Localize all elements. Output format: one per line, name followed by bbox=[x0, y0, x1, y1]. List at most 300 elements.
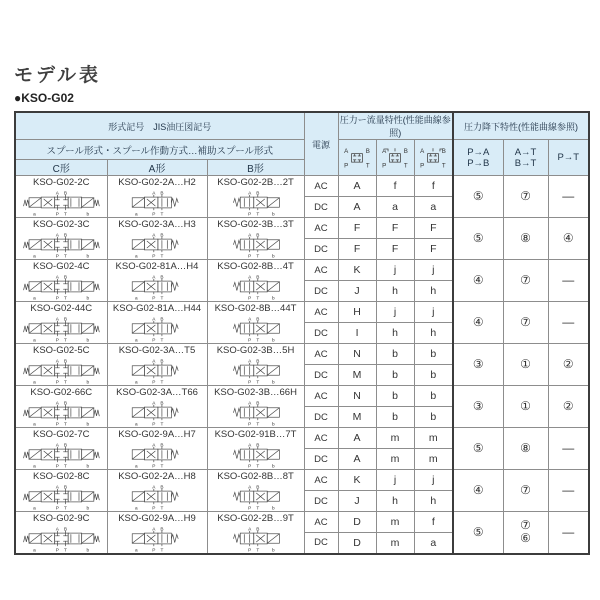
flow-value-cell: j bbox=[376, 302, 414, 323]
valve-symbol-c-form-icon bbox=[16, 441, 107, 468]
power-cell-dc: DC bbox=[304, 365, 338, 386]
model-number: KSO-G02-3A…H3 bbox=[118, 219, 196, 230]
svg-text:A: A bbox=[152, 401, 156, 407]
header-col-c-form: C形 bbox=[15, 160, 107, 176]
valve-symbol-a-form-icon bbox=[108, 273, 207, 300]
pressure-drop-cell bbox=[503, 302, 548, 344]
svg-text:B: B bbox=[442, 147, 447, 155]
svg-text:b: b bbox=[272, 548, 276, 552]
drop-curve-number: ④ bbox=[562, 231, 574, 245]
drop-curve-number: ⑤ bbox=[472, 189, 484, 203]
svg-text:b: b bbox=[272, 464, 276, 468]
flow-value-cell: j bbox=[414, 302, 453, 323]
flow-value-cell: j bbox=[376, 260, 414, 281]
svg-text:P: P bbox=[382, 162, 387, 170]
drop-curve-number: ② bbox=[562, 399, 574, 413]
model-cell-c-form bbox=[15, 176, 107, 218]
model-number: KSO-G02-9A…H7 bbox=[118, 429, 196, 440]
header-drop-title: 圧力降下特性(性能曲線参照) bbox=[453, 112, 589, 140]
svg-text:B: B bbox=[256, 191, 260, 197]
model-number: KSO-G02-2B…9T bbox=[217, 513, 294, 524]
flow-value-cell: h bbox=[414, 281, 453, 302]
valve-symbol-c-form-icon bbox=[16, 315, 107, 342]
svg-text:a: a bbox=[135, 506, 139, 510]
pressure-drop-cell bbox=[453, 260, 503, 302]
svg-text:A: A bbox=[248, 485, 252, 491]
svg-text:P: P bbox=[248, 296, 252, 300]
header-spool-type: スプール形式・スプール作動方式…補助スプール形式 bbox=[15, 140, 304, 160]
valve-symbol-c-form-icon bbox=[16, 273, 107, 300]
drop-curve-number: ⑦ bbox=[520, 315, 531, 329]
svg-text:P: P bbox=[248, 380, 252, 384]
flow-value-cell: N bbox=[338, 344, 376, 365]
pressure-drop-cell bbox=[453, 512, 503, 554]
svg-text:b: b bbox=[86, 548, 89, 552]
power-cell-ac: AC bbox=[304, 470, 338, 491]
model-cell-b-form bbox=[207, 470, 304, 512]
flow-value-cell: A bbox=[338, 176, 376, 197]
power-cell-dc: DC bbox=[304, 281, 338, 302]
svg-text:T: T bbox=[63, 380, 67, 384]
model-cell-b-form bbox=[207, 176, 304, 218]
pressure-drop-cell bbox=[548, 302, 589, 344]
svg-text:P: P bbox=[248, 422, 252, 426]
model-number: KSO-G02-2A…H2 bbox=[118, 177, 196, 188]
flow-value-cell: h bbox=[376, 281, 414, 302]
flow-symbol-1-icon bbox=[338, 140, 376, 176]
valve-symbol-b-form-icon bbox=[208, 357, 304, 384]
svg-text:A: A bbox=[55, 401, 59, 407]
svg-text:A: A bbox=[152, 443, 156, 449]
svg-text:T: T bbox=[256, 548, 260, 552]
model-number: KSO-G02-9C bbox=[33, 513, 90, 524]
valve-symbol-c-form-icon bbox=[16, 483, 107, 510]
svg-text:A: A bbox=[344, 147, 349, 155]
svg-text:T: T bbox=[256, 212, 260, 216]
model-cell-a-form bbox=[107, 344, 207, 386]
svg-text:P: P bbox=[420, 162, 425, 170]
drop-curve-number: ④ bbox=[472, 273, 484, 287]
model-number: KSO-G02-2A…H8 bbox=[118, 471, 196, 482]
svg-text:b: b bbox=[86, 338, 89, 342]
svg-text:b: b bbox=[272, 254, 276, 258]
power-cell-dc: DC bbox=[304, 491, 338, 512]
flow-value-cell: j bbox=[414, 470, 453, 491]
model-number: KSO-G02-3B…66H bbox=[214, 387, 297, 398]
valve-symbol-b-form-icon bbox=[208, 441, 304, 468]
svg-text:T: T bbox=[63, 422, 67, 426]
svg-text:A: A bbox=[382, 147, 387, 155]
svg-text:B: B bbox=[256, 485, 260, 491]
model-cell-c-form bbox=[15, 218, 107, 260]
svg-text:P: P bbox=[248, 548, 252, 552]
valve-symbol-c-form-icon bbox=[16, 399, 107, 426]
svg-text:P: P bbox=[248, 338, 252, 342]
svg-text:T: T bbox=[256, 296, 260, 300]
svg-text:T: T bbox=[160, 338, 164, 342]
svg-text:a: a bbox=[32, 296, 36, 300]
svg-text:A: A bbox=[55, 485, 59, 491]
pressure-drop-cell bbox=[453, 428, 503, 470]
pressure-drop-cell bbox=[548, 428, 589, 470]
valve-symbol-a-form-icon bbox=[108, 399, 207, 426]
svg-text:A: A bbox=[248, 443, 252, 449]
pressure-drop-cell bbox=[503, 512, 548, 554]
svg-text:B: B bbox=[63, 359, 67, 365]
model-number: KSO-G02-8B…44T bbox=[214, 303, 297, 314]
flow-value-cell: b bbox=[414, 386, 453, 407]
flow-value-cell: A bbox=[338, 428, 376, 449]
svg-text:T: T bbox=[256, 464, 260, 468]
power-cell-dc: DC bbox=[304, 533, 338, 554]
pressure-drop-cell bbox=[503, 428, 548, 470]
flow-value-cell: h bbox=[414, 491, 453, 512]
svg-text:a: a bbox=[135, 464, 139, 468]
model-number: KSO-G02-3A…T5 bbox=[118, 345, 196, 356]
svg-text:P: P bbox=[248, 254, 252, 258]
svg-text:A: A bbox=[55, 275, 59, 281]
flow-value-cell: a bbox=[414, 197, 453, 218]
valve-symbol-a-form-icon bbox=[108, 189, 207, 216]
flow-value-cell: b bbox=[376, 365, 414, 386]
svg-text:B: B bbox=[63, 443, 67, 449]
svg-text:B: B bbox=[256, 317, 260, 323]
flow-value-cell: D bbox=[338, 533, 376, 554]
svg-text:a: a bbox=[135, 380, 139, 384]
svg-text:T: T bbox=[160, 296, 164, 300]
valve-symbol-c-form-icon bbox=[16, 231, 107, 258]
drop-curve-number: — bbox=[562, 315, 575, 329]
svg-text:B: B bbox=[160, 401, 164, 407]
svg-text:a: a bbox=[32, 506, 36, 510]
pressure-drop-cell bbox=[503, 344, 548, 386]
svg-text:B: B bbox=[63, 485, 67, 491]
pressure-drop-cell bbox=[548, 218, 589, 260]
flow-value-cell: J bbox=[338, 491, 376, 512]
model-cell-b-form bbox=[207, 386, 304, 428]
svg-text:T: T bbox=[160, 506, 164, 510]
drop-curve-number: ⑤ bbox=[472, 441, 484, 455]
flow-value-cell: F bbox=[338, 239, 376, 260]
svg-text:B: B bbox=[160, 527, 164, 533]
svg-text:A: A bbox=[152, 233, 156, 239]
svg-text:T: T bbox=[63, 506, 67, 510]
flow-value-cell: m bbox=[414, 449, 453, 470]
drop-curve-number: ③ bbox=[472, 357, 484, 371]
svg-text:B: B bbox=[256, 443, 260, 449]
svg-text:a: a bbox=[32, 380, 36, 384]
svg-text:P: P bbox=[55, 212, 59, 216]
model-number: KSO-G02-8B…4T bbox=[217, 261, 294, 272]
svg-text:P: P bbox=[152, 422, 156, 426]
power-cell-ac: AC bbox=[304, 218, 338, 239]
svg-text:T: T bbox=[160, 548, 164, 552]
header-power: 電源 bbox=[304, 112, 338, 176]
flow-value-cell: D bbox=[338, 512, 376, 533]
flow-value-cell: H bbox=[338, 302, 376, 323]
power-cell-ac: AC bbox=[304, 302, 338, 323]
power-cell-ac: AC bbox=[304, 428, 338, 449]
flow-value-cell: h bbox=[376, 323, 414, 344]
svg-text:A: A bbox=[55, 527, 59, 533]
model-number: KSO-G02-81A…H4 bbox=[115, 261, 199, 272]
svg-text:T: T bbox=[160, 254, 164, 258]
pressure-drop-cell bbox=[453, 470, 503, 512]
model-cell-a-form bbox=[107, 260, 207, 302]
model-cell-c-form bbox=[15, 260, 107, 302]
svg-text:A: A bbox=[248, 317, 252, 323]
pressure-drop-cell bbox=[548, 512, 589, 554]
valve-symbol-a-form-icon bbox=[108, 525, 207, 552]
svg-text:B: B bbox=[160, 485, 164, 491]
pressure-drop-cell bbox=[453, 344, 503, 386]
svg-text:A: A bbox=[248, 275, 252, 281]
flow-value-cell: j bbox=[414, 260, 453, 281]
flow-value-cell: F bbox=[338, 218, 376, 239]
flow-value-cell: j bbox=[376, 470, 414, 491]
flow-value-cell: m bbox=[376, 512, 414, 533]
page-title: モデル表 bbox=[14, 65, 102, 86]
drop-curve-number: ⑦ bbox=[520, 518, 531, 533]
drop-curve-number: — bbox=[562, 273, 575, 287]
svg-text:T: T bbox=[63, 254, 67, 258]
svg-text:b: b bbox=[86, 506, 89, 510]
svg-text:a: a bbox=[135, 212, 139, 216]
flow-value-cell: h bbox=[376, 491, 414, 512]
pressure-drop-cell bbox=[453, 218, 503, 260]
product-code: ●KSO-G02 bbox=[14, 91, 74, 105]
svg-text:P: P bbox=[248, 464, 252, 468]
flow-value-cell: I bbox=[338, 323, 376, 344]
header-drop-col-1: P→A P→B bbox=[453, 140, 503, 176]
svg-text:A: A bbox=[152, 317, 156, 323]
drop-curve-number: ③ bbox=[472, 399, 484, 413]
svg-text:P: P bbox=[248, 212, 252, 216]
pressure-drop-cell bbox=[548, 260, 589, 302]
svg-text:b: b bbox=[272, 212, 276, 216]
svg-text:B: B bbox=[256, 275, 260, 281]
svg-text:a: a bbox=[135, 296, 139, 300]
svg-text:A: A bbox=[55, 359, 59, 365]
valve-symbol-a-form-icon bbox=[108, 231, 207, 258]
power-cell-dc: DC bbox=[304, 197, 338, 218]
svg-text:a: a bbox=[32, 422, 36, 426]
flow-value-cell: F bbox=[376, 218, 414, 239]
model-number: KSO-G02-3A…T66 bbox=[116, 387, 198, 398]
svg-text:B: B bbox=[256, 401, 260, 407]
svg-text:P: P bbox=[55, 380, 59, 384]
svg-text:b: b bbox=[86, 464, 89, 468]
power-cell-dc: DC bbox=[304, 407, 338, 428]
svg-text:T: T bbox=[256, 506, 260, 510]
svg-text:T: T bbox=[256, 422, 260, 426]
model-cell-b-form bbox=[207, 302, 304, 344]
model-cell-a-form bbox=[107, 176, 207, 218]
svg-text:T: T bbox=[160, 212, 164, 216]
model-cell-c-form bbox=[15, 386, 107, 428]
svg-text:T: T bbox=[160, 422, 164, 426]
drop-curve-number: — bbox=[562, 189, 575, 203]
svg-text:P: P bbox=[55, 506, 59, 510]
svg-text:b: b bbox=[86, 212, 89, 216]
power-cell-ac: AC bbox=[304, 260, 338, 281]
valve-symbol-a-form-icon bbox=[108, 441, 207, 468]
model-number: KSO-G02-2B…2T bbox=[217, 177, 294, 188]
svg-text:A: A bbox=[420, 147, 425, 155]
svg-text:B: B bbox=[63, 275, 67, 281]
header-col-b-form: B形 bbox=[207, 160, 304, 176]
svg-text:B: B bbox=[160, 317, 164, 323]
flow-value-cell: N bbox=[338, 386, 376, 407]
flow-value-cell: F bbox=[414, 218, 453, 239]
svg-text:T: T bbox=[256, 254, 260, 258]
pressure-drop-cell bbox=[503, 260, 548, 302]
model-cell-a-form bbox=[107, 302, 207, 344]
model-cell-a-form bbox=[107, 428, 207, 470]
valve-symbol-b-form-icon bbox=[208, 315, 304, 342]
power-cell-ac: AC bbox=[304, 176, 338, 197]
power-cell-ac: AC bbox=[304, 386, 338, 407]
model-cell-c-form bbox=[15, 512, 107, 554]
power-cell-ac: AC bbox=[304, 512, 338, 533]
flow-value-cell: a bbox=[414, 533, 453, 554]
pressure-drop-cell bbox=[453, 176, 503, 218]
model-number: KSO-G02-3B…5H bbox=[216, 345, 295, 356]
svg-text:T: T bbox=[63, 464, 67, 468]
svg-text:B: B bbox=[63, 191, 67, 197]
pressure-drop-cell bbox=[503, 176, 548, 218]
model-cell-c-form bbox=[15, 344, 107, 386]
flow-value-cell: M bbox=[338, 365, 376, 386]
pressure-drop-cell bbox=[503, 470, 548, 512]
svg-text:A: A bbox=[248, 359, 252, 365]
svg-text:B: B bbox=[256, 527, 260, 533]
model-number: KSO-G02-7C bbox=[33, 429, 90, 440]
flow-value-cell: m bbox=[414, 428, 453, 449]
drop-curve-number: ④ bbox=[472, 315, 484, 329]
drop-curve-number: ⑥ bbox=[520, 531, 531, 546]
svg-text:T: T bbox=[160, 380, 164, 384]
model-number: KSO-G02-3B…3T bbox=[217, 219, 294, 230]
svg-text:A: A bbox=[55, 443, 59, 449]
model-cell-b-form bbox=[207, 344, 304, 386]
svg-text:A: A bbox=[55, 317, 59, 323]
model-number: KSO-G02-3C bbox=[33, 219, 90, 230]
svg-text:B: B bbox=[160, 233, 164, 239]
model-cell-c-form bbox=[15, 428, 107, 470]
drop-curve-number: ⑤ bbox=[472, 231, 484, 245]
drop-curve-number: ⑦ bbox=[520, 189, 531, 203]
model-cell-b-form bbox=[207, 260, 304, 302]
drop-curve-number: ⑧ bbox=[520, 441, 531, 455]
svg-text:a: a bbox=[135, 338, 139, 342]
model-cell-a-form bbox=[107, 386, 207, 428]
flow-value-cell: F bbox=[376, 239, 414, 260]
svg-text:P: P bbox=[152, 296, 156, 300]
svg-text:P: P bbox=[152, 380, 156, 384]
svg-text:A: A bbox=[248, 191, 252, 197]
model-number: KSO-G02-5C bbox=[33, 345, 90, 356]
model-table bbox=[14, 111, 590, 555]
svg-text:a: a bbox=[135, 422, 139, 426]
svg-text:b: b bbox=[272, 506, 276, 510]
svg-text:B: B bbox=[365, 147, 370, 155]
valve-symbol-b-form-icon bbox=[208, 525, 304, 552]
svg-text:P: P bbox=[152, 254, 156, 258]
model-cell-b-form bbox=[207, 428, 304, 470]
header-drop-col-2: A→T B→T bbox=[503, 140, 548, 176]
pressure-drop-cell bbox=[503, 386, 548, 428]
valve-symbol-a-form-icon bbox=[108, 483, 207, 510]
svg-text:A: A bbox=[248, 401, 252, 407]
power-cell-dc: DC bbox=[304, 449, 338, 470]
svg-text:T: T bbox=[442, 162, 446, 170]
header-format-symbol: 形式記号 JIS油圧図記号 bbox=[15, 112, 304, 140]
flow-value-cell: m bbox=[376, 428, 414, 449]
model-cell-a-form bbox=[107, 218, 207, 260]
power-cell-dc: DC bbox=[304, 239, 338, 260]
pressure-drop-cell bbox=[548, 386, 589, 428]
drop-curve-number: ② bbox=[562, 357, 574, 371]
svg-text:T: T bbox=[403, 162, 408, 170]
valve-symbol-b-form-icon bbox=[208, 273, 304, 300]
flow-value-cell: b bbox=[376, 407, 414, 428]
model-cell-b-form bbox=[207, 512, 304, 554]
drop-curve-number: ⑧ bbox=[520, 231, 531, 245]
svg-text:P: P bbox=[55, 422, 59, 426]
svg-text:B: B bbox=[256, 233, 260, 239]
svg-text:A: A bbox=[152, 485, 156, 491]
svg-text:P: P bbox=[152, 464, 156, 468]
svg-text:T: T bbox=[256, 338, 260, 342]
pressure-drop-cell bbox=[453, 386, 503, 428]
svg-text:b: b bbox=[272, 380, 276, 384]
pressure-drop-cell bbox=[548, 470, 589, 512]
svg-text:b: b bbox=[86, 422, 89, 426]
svg-text:P: P bbox=[55, 548, 59, 552]
model-cell-a-form bbox=[107, 512, 207, 554]
svg-text:a: a bbox=[32, 254, 36, 258]
model-cell-a-form bbox=[107, 470, 207, 512]
svg-text:T: T bbox=[63, 212, 67, 216]
flow-value-cell: a bbox=[376, 197, 414, 218]
model-number: KSO-G02-4C bbox=[33, 261, 90, 272]
svg-text:T: T bbox=[63, 548, 67, 552]
pressure-drop-cell bbox=[453, 302, 503, 344]
svg-text:B: B bbox=[63, 233, 67, 239]
flow-value-cell: F bbox=[414, 239, 453, 260]
flow-value-cell: b bbox=[414, 344, 453, 365]
header-col-a-form: A形 bbox=[107, 160, 207, 176]
svg-text:A: A bbox=[152, 191, 156, 197]
pressure-drop-cell bbox=[548, 176, 589, 218]
valve-symbol-a-form-icon bbox=[108, 357, 207, 384]
drop-curve-number: — bbox=[562, 524, 575, 539]
model-table-body bbox=[15, 176, 589, 554]
svg-text:T: T bbox=[256, 380, 260, 384]
pressure-drop-cell bbox=[503, 218, 548, 260]
svg-text:A: A bbox=[152, 275, 156, 281]
svg-text:P: P bbox=[55, 254, 59, 258]
svg-text:A: A bbox=[152, 527, 156, 533]
valve-symbol-c-form-icon bbox=[16, 189, 107, 216]
svg-text:b: b bbox=[86, 254, 89, 258]
svg-text:A: A bbox=[55, 233, 59, 239]
svg-text:b: b bbox=[86, 380, 89, 384]
flow-value-cell: h bbox=[414, 323, 453, 344]
model-cell-c-form bbox=[15, 302, 107, 344]
model-number: KSO-G02-44C bbox=[30, 303, 93, 314]
